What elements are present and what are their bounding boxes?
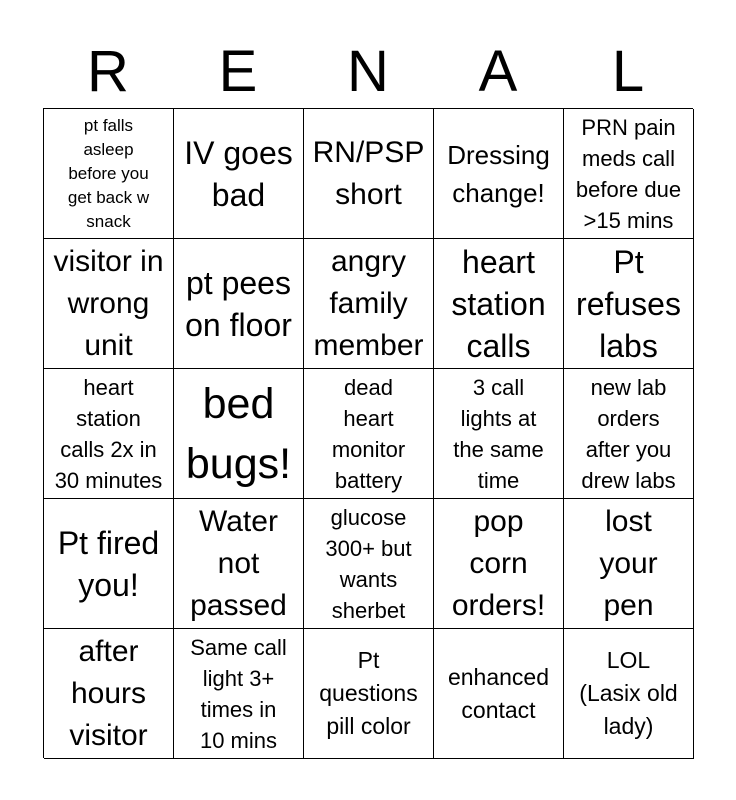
cell-text: 3 call lights at the same time	[453, 374, 544, 493]
bingo-cell[interactable]	[564, 629, 694, 759]
cell-text: heart station calls 2x in 30 minutes	[54, 374, 163, 493]
bingo-cell[interactable]	[304, 369, 434, 499]
bingo-cell[interactable]	[434, 499, 564, 629]
cell-text: Dressing change!	[447, 139, 550, 208]
cell-text: glucose 300+ but wants sherbet	[325, 504, 412, 623]
cell-text: Pt refuses labs	[576, 243, 681, 364]
bingo-cell[interactable]	[44, 109, 174, 239]
header-letter-l: L	[611, 39, 645, 104]
bingo-cell[interactable]	[304, 629, 434, 759]
cell-text: enhanced contact	[447, 663, 550, 723]
bingo-cell[interactable]	[434, 629, 564, 759]
bingo-cell[interactable]	[44, 629, 174, 759]
header-letter-n: N	[347, 39, 389, 104]
cell-text: LOL (Lasix old lady)	[579, 647, 678, 739]
bingo-cell[interactable]	[564, 109, 694, 239]
bingo-cell[interactable]	[304, 109, 434, 239]
cell-text: bed bugs!	[185, 379, 292, 488]
bingo-cell[interactable]	[434, 369, 564, 499]
bingo-header	[43, 36, 693, 108]
cell-text: dead heart monitor battery	[331, 374, 406, 493]
bingo-cell[interactable]	[564, 499, 694, 629]
bingo-cell[interactable]	[174, 109, 304, 239]
bingo-cell[interactable]	[564, 239, 694, 369]
cell-text: PRN pain meds call before due >15 mins	[575, 114, 682, 233]
bingo-cell[interactable]	[434, 239, 564, 369]
header-letter-e: E	[218, 39, 258, 104]
bingo-cell[interactable]	[304, 239, 434, 369]
cell-text: lost your pen	[599, 504, 658, 622]
bingo-card-grid	[43, 108, 693, 758]
cell-text: Water not passed	[190, 504, 287, 622]
header-letter-r: R	[87, 39, 129, 104]
bingo-cell[interactable]	[434, 109, 564, 239]
bingo-cell[interactable]	[174, 369, 304, 499]
cell-text: Pt questions pill color	[319, 647, 418, 739]
bingo-cell[interactable]	[44, 239, 174, 369]
cell-text: pt falls asleep before you get back w snack	[67, 115, 150, 231]
bingo-cell[interactable]	[304, 499, 434, 629]
cell-text: visitor in wrong unit	[53, 244, 164, 362]
cell-text: new lab orders after you drew labs	[581, 374, 676, 493]
cell-text: pop corn orders!	[451, 504, 546, 622]
cell-text: Same call light 3+ times in 10 mins	[190, 634, 287, 753]
cell-text: after hours visitor	[69, 634, 148, 752]
bingo-cell[interactable]	[174, 629, 304, 759]
bingo-cell[interactable]	[44, 369, 174, 499]
cell-text: Pt fired you!	[57, 524, 160, 603]
bingo-cell[interactable]	[174, 239, 304, 369]
cell-text: RN/PSP short	[312, 135, 425, 211]
cell-text: angry family member	[313, 244, 424, 362]
bingo-cell[interactable]	[174, 499, 304, 629]
cell-text: IV goes bad	[184, 134, 293, 213]
bingo-cell[interactable]	[44, 499, 174, 629]
header-letter-a: A	[478, 39, 518, 104]
cell-text: heart station calls	[451, 243, 546, 364]
bingo-cell[interactable]	[564, 369, 694, 499]
cell-text: pt pees on floor	[185, 264, 292, 343]
